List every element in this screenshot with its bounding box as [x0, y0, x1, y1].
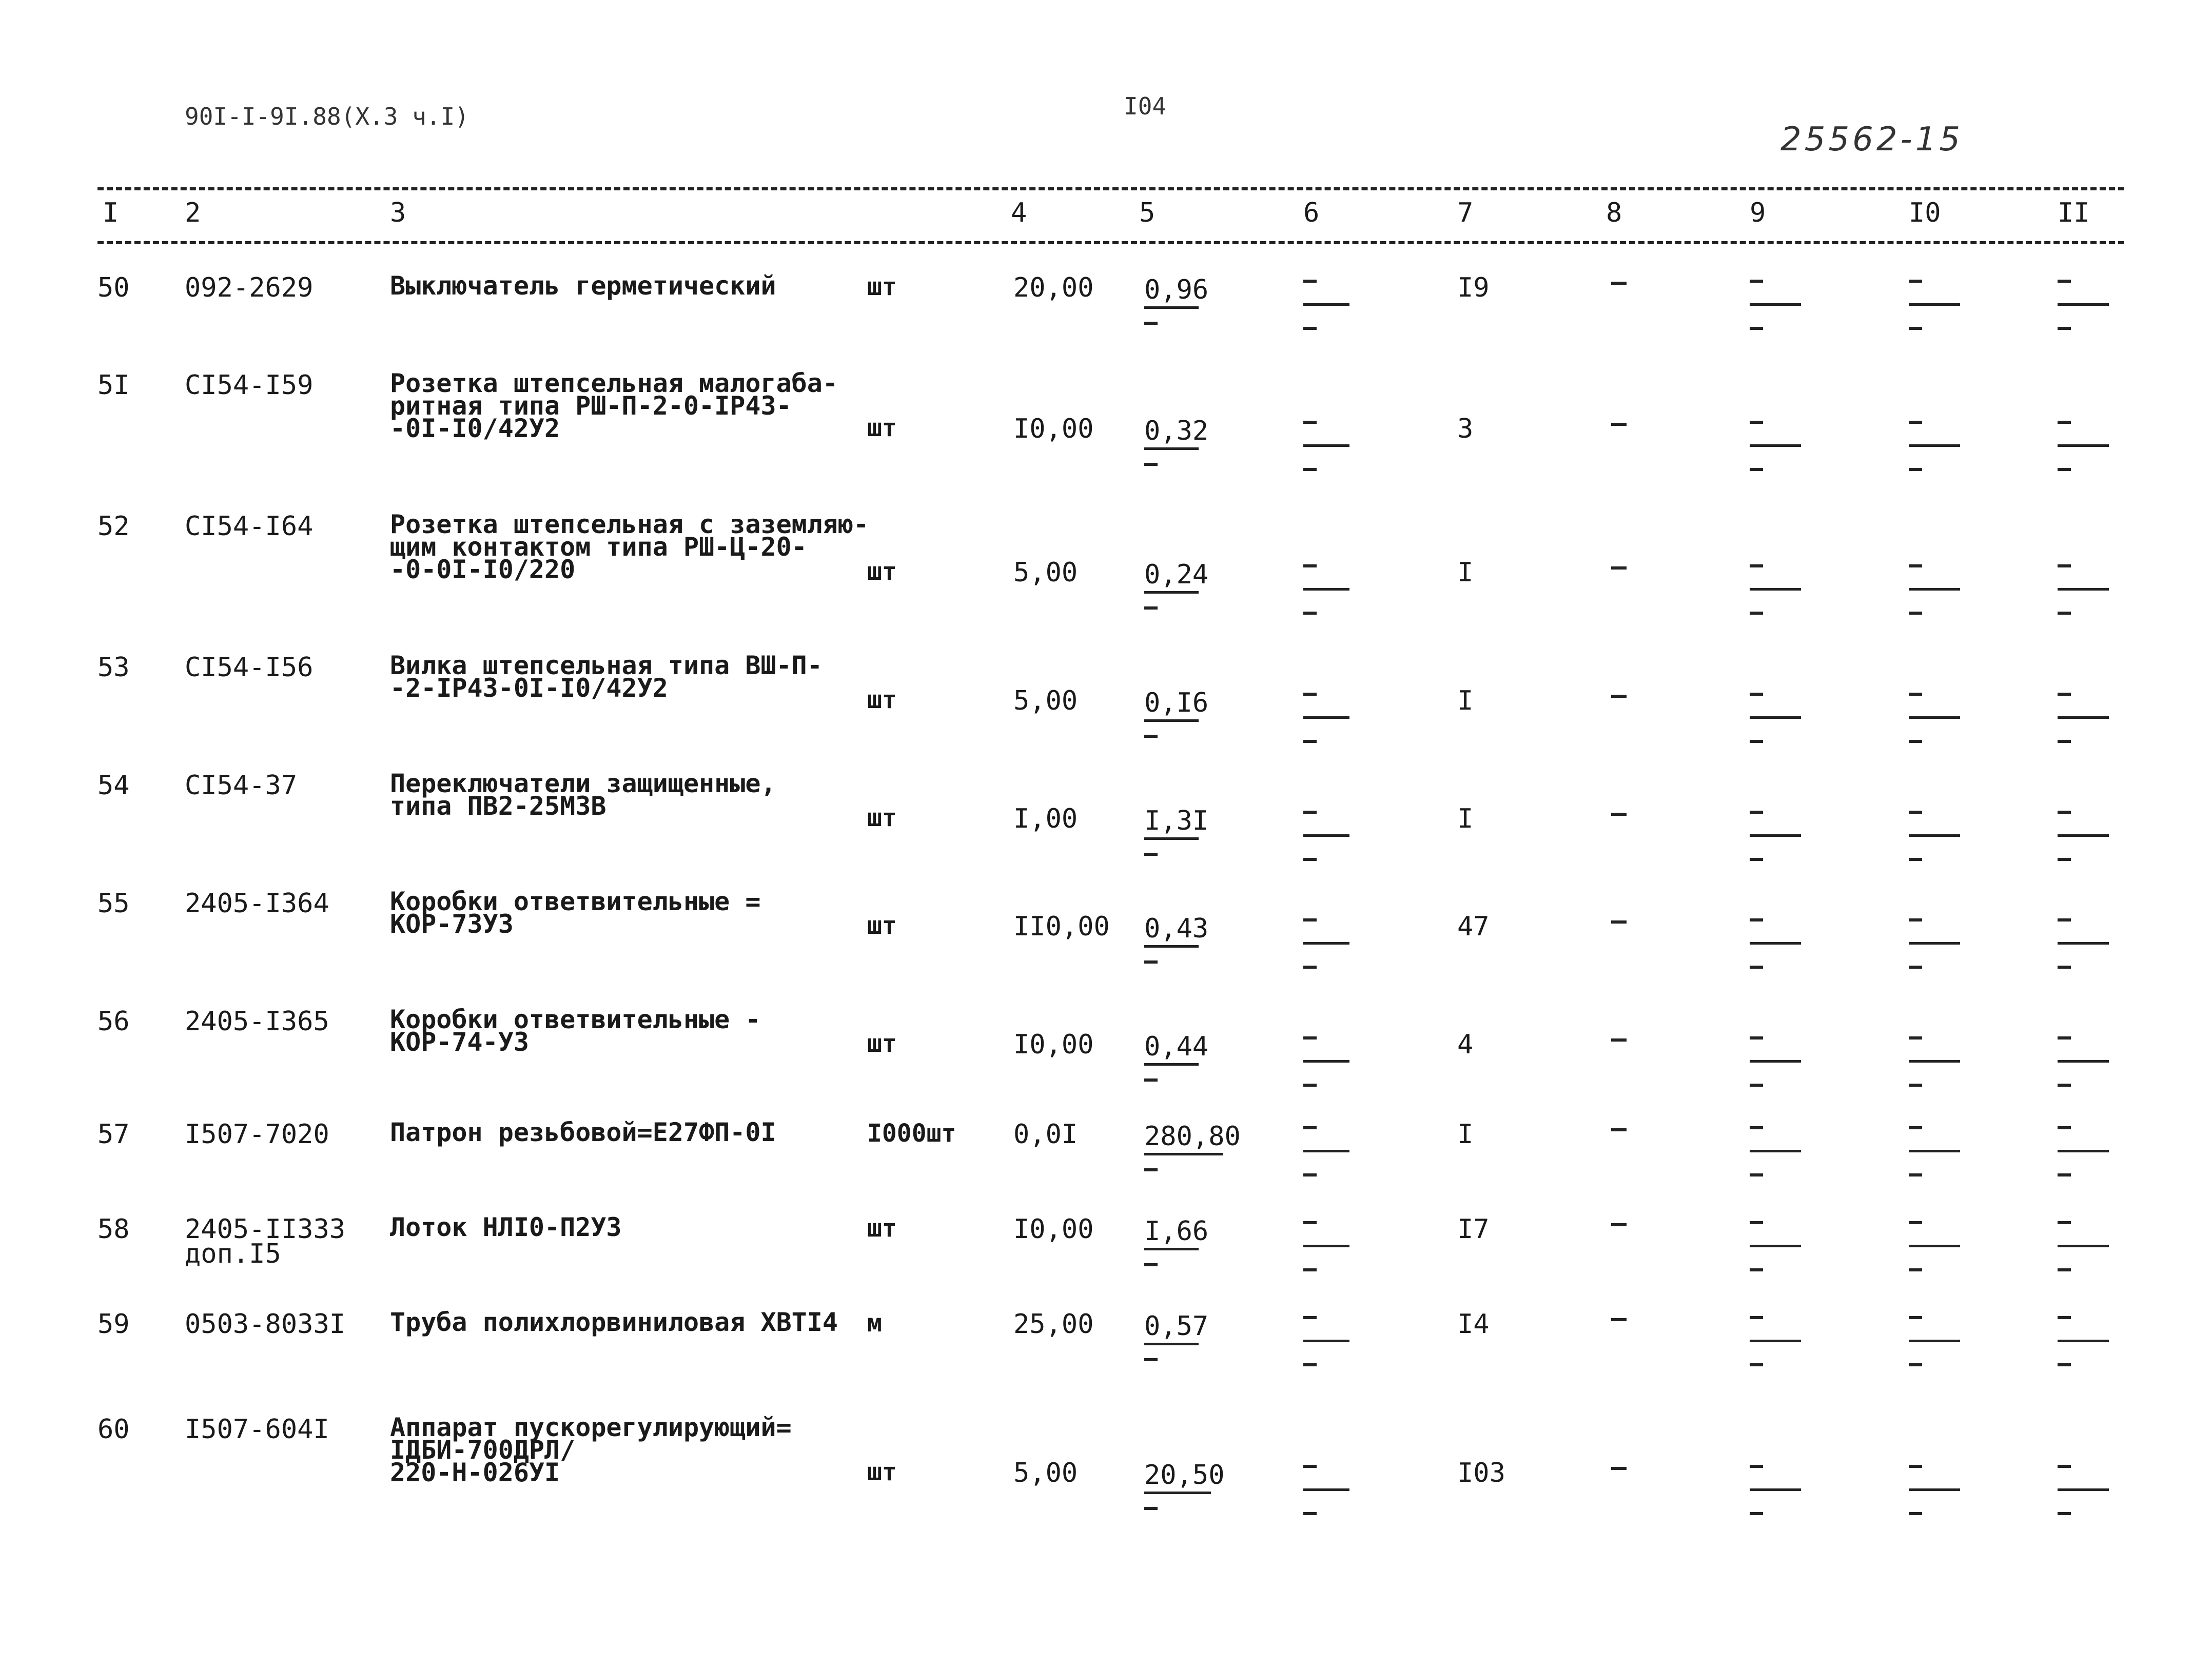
column-header-2: 2	[185, 198, 201, 228]
quantity: I0,00	[1013, 414, 1094, 444]
dash-stroke	[1909, 1173, 1922, 1176]
fraction-dash	[1144, 1263, 1158, 1266]
fraction-bar	[1144, 1492, 1211, 1494]
item-code: 092-2629	[185, 272, 314, 303]
dash-stroke	[1303, 564, 1317, 567]
row-number: 54	[97, 770, 130, 801]
dash-stroke	[1909, 421, 1922, 424]
dash-stroke	[1909, 1036, 1922, 1040]
quantity: 5,00	[1013, 685, 1078, 716]
dash-stroke	[1303, 1316, 1317, 1319]
item-code: CI54-37	[185, 770, 298, 801]
fraction-bar	[1144, 1153, 1223, 1155]
dash-stroke	[1303, 444, 1349, 447]
dash-stroke	[1909, 612, 1922, 615]
dash-stroke	[2058, 811, 2071, 814]
unit-price-value: 0,32	[1144, 416, 1209, 446]
column-7-value: I	[1457, 557, 1474, 588]
unit: шт	[867, 685, 897, 714]
column-7-value: 3	[1457, 414, 1474, 444]
dash-stroke	[1303, 1512, 1317, 1515]
dash-stroke	[2058, 421, 2071, 424]
dash-stroke	[1303, 1268, 1317, 1271]
unit-price-value: 0,44	[1144, 1031, 1209, 1062]
dash-stroke	[1909, 1221, 1922, 1224]
dash-stroke	[1303, 834, 1349, 837]
dash-stroke	[1750, 1150, 1801, 1152]
column-header-6: 6	[1303, 198, 1320, 228]
item-code: CI54-I64	[185, 511, 314, 542]
empty-dash	[1611, 1223, 1627, 1226]
page-number: I04	[1124, 92, 1167, 120]
dash-stroke	[2058, 966, 2071, 969]
fraction-bar	[1144, 1063, 1199, 1066]
dash-stroke	[1909, 1060, 1960, 1063]
dash-stroke	[1303, 693, 1317, 696]
dash-stroke	[2058, 588, 2109, 591]
item-name-line: типа ПВ2-25М3В	[390, 791, 606, 821]
dash-stroke	[2058, 1316, 2071, 1319]
quantity: II0,00	[1013, 911, 1110, 942]
quantity: 25,00	[1013, 1309, 1094, 1340]
dash-stroke	[1750, 588, 1801, 591]
unit-price-value: 0,24	[1144, 559, 1209, 590]
dash-stroke	[1750, 280, 1763, 283]
item-name-line: -0-0I-I0/220	[390, 555, 576, 584]
dash-stroke	[1750, 327, 1763, 330]
dash-stroke	[1750, 1268, 1763, 1271]
row-number: 58	[97, 1214, 130, 1245]
dash-stroke	[1303, 858, 1317, 861]
dash-stroke	[1909, 1268, 1922, 1271]
dash-stroke	[2058, 858, 2071, 861]
dash-stroke	[1909, 444, 1960, 447]
empty-dash	[1611, 1318, 1627, 1321]
dash-stroke	[1909, 1363, 1922, 1366]
dash-stroke	[1303, 1245, 1349, 1247]
column-header-9: 9	[1750, 198, 1766, 228]
dash-stroke	[1750, 1060, 1801, 1063]
empty-dash	[1611, 1038, 1627, 1042]
unit-price-value: I,66	[1144, 1216, 1209, 1247]
fraction-dash	[1144, 735, 1158, 738]
item-name-line: Коробки ответвительные =	[390, 887, 761, 916]
dash-stroke	[1750, 693, 1763, 696]
dash-stroke	[1303, 1488, 1349, 1491]
column-7-value: I	[1457, 1119, 1474, 1150]
dash-stroke	[2058, 716, 2109, 719]
dash-stroke	[1909, 1245, 1960, 1247]
dash-stroke	[1909, 1126, 1922, 1129]
dash-stroke	[2058, 612, 2071, 615]
dash-stroke	[1750, 918, 1763, 921]
unit: м	[867, 1309, 882, 1338]
item-name-line: Труба полихлорвиниловая ХВТI4	[390, 1307, 838, 1337]
unit: шт	[867, 557, 897, 586]
dash-stroke	[1909, 918, 1922, 921]
dash-stroke	[1909, 1340, 1960, 1342]
dash-stroke	[1909, 327, 1922, 330]
dash-stroke	[2058, 1150, 2109, 1152]
dash-stroke	[1303, 1173, 1317, 1176]
empty-dash	[1611, 920, 1627, 924]
dash-stroke	[1303, 1221, 1317, 1224]
item-code: 2405-I364	[185, 888, 329, 919]
unit-price-value: 20,50	[1144, 1460, 1225, 1491]
dash-stroke	[2058, 942, 2109, 945]
dash-stroke	[2058, 1340, 2109, 1342]
item-code: I507-604I	[185, 1414, 329, 1445]
dash-stroke	[1303, 612, 1317, 615]
dash-stroke	[1750, 1036, 1763, 1040]
dash-stroke	[1909, 740, 1922, 743]
dash-stroke	[1750, 966, 1763, 969]
column-7-value: I	[1457, 803, 1474, 834]
item-name-line: КОР-74-У3	[390, 1027, 529, 1057]
dash-stroke	[1303, 1126, 1317, 1129]
dash-stroke	[1303, 421, 1317, 424]
unit-price-value: 0,I6	[1144, 688, 1209, 718]
item-name-line: Вилка штепсельная типа ВШ-П-	[390, 651, 823, 680]
registration-number: 25562-15	[1780, 121, 1964, 159]
item-code: I507-7020	[185, 1119, 329, 1150]
fraction-dash	[1144, 1507, 1158, 1510]
dash-stroke	[1909, 1465, 1922, 1468]
row-number: 52	[97, 511, 130, 542]
dash-stroke	[1909, 468, 1922, 471]
quantity: I,00	[1013, 803, 1078, 834]
item-name-line: Переключатели защищенные,	[390, 769, 776, 798]
empty-dash	[1611, 423, 1627, 426]
item-name-line: щим контактом типа РШ-Ц-20-	[390, 532, 807, 562]
fraction-bar	[1144, 306, 1199, 309]
dash-stroke	[1909, 858, 1922, 861]
fraction-bar	[1144, 945, 1199, 948]
fraction-bar	[1144, 591, 1199, 594]
unit-price-value: 0,57	[1144, 1311, 1209, 1342]
dash-stroke	[1909, 834, 1960, 837]
row-number: 56	[97, 1006, 130, 1037]
dash-stroke	[1750, 564, 1763, 567]
quantity: 0,0I	[1013, 1119, 1078, 1150]
dash-stroke	[2058, 468, 2071, 471]
dash-stroke	[1750, 1512, 1763, 1515]
quantity: 5,00	[1013, 1458, 1078, 1488]
dash-stroke	[1750, 740, 1763, 743]
dash-stroke	[1303, 1340, 1349, 1342]
dash-stroke	[1750, 1084, 1763, 1087]
column-7-value: I	[1457, 685, 1474, 716]
column-header-11: II	[2058, 198, 2090, 228]
dash-stroke	[2058, 1268, 2071, 1271]
dash-stroke	[1909, 1084, 1922, 1087]
fraction-dash	[1144, 853, 1158, 856]
unit: шт	[867, 414, 897, 442]
unit-price-value: 280,80	[1144, 1121, 1241, 1152]
row-number: 59	[97, 1309, 130, 1340]
dash-stroke	[1303, 468, 1317, 471]
dash-stroke	[1909, 693, 1922, 696]
dash-stroke	[2058, 1173, 2071, 1176]
dash-stroke	[1750, 1173, 1763, 1176]
dash-stroke	[2058, 280, 2071, 283]
dash-stroke	[1750, 1316, 1763, 1319]
dash-stroke	[2058, 564, 2071, 567]
dash-stroke	[2058, 327, 2071, 330]
row-number: 57	[97, 1119, 130, 1150]
dash-stroke	[2058, 693, 2071, 696]
dash-stroke	[1303, 303, 1349, 306]
item-name-line: Выключатель герметический	[390, 271, 776, 301]
column-7-value: I4	[1457, 1309, 1490, 1340]
fraction-dash	[1144, 463, 1158, 466]
dash-stroke	[2058, 1465, 2071, 1468]
quantity: 20,00	[1013, 272, 1094, 303]
empty-dash	[1611, 1128, 1627, 1131]
dash-stroke	[2058, 1221, 2071, 1224]
fraction-bar	[1144, 447, 1199, 450]
fraction-bar	[1144, 719, 1199, 722]
column-header-1: I	[103, 198, 119, 228]
item-name-line: КОР-73У3	[390, 909, 514, 939]
fraction-bar	[1144, 837, 1199, 840]
dash-stroke	[1750, 716, 1801, 719]
dash-stroke	[1909, 1512, 1922, 1515]
quantity: I0,00	[1013, 1214, 1094, 1245]
column-header-4: 4	[1011, 198, 1027, 228]
dash-stroke	[1303, 1363, 1317, 1366]
row-number: 55	[97, 888, 130, 919]
unit: шт	[867, 1214, 897, 1243]
dash-stroke	[2058, 1126, 2071, 1129]
dash-stroke	[1750, 834, 1801, 837]
item-name-line: Патрон резьбовой=Е27ФП-0I	[390, 1117, 776, 1147]
item-name-line: Лоток НЛI0-П2У3	[390, 1212, 622, 1242]
dash-stroke	[1909, 1150, 1960, 1152]
item-name-line: -2-IР43-0I-I0/42У2	[390, 673, 668, 703]
dash-stroke	[1750, 1363, 1763, 1366]
dash-stroke	[2058, 1036, 2071, 1040]
document-code: 90I-I-9I.88(X.3 ч.I)	[185, 103, 469, 130]
item-code: CI54-I56	[185, 652, 314, 683]
table-top-rule	[97, 187, 2124, 190]
column-7-value: 47	[1457, 911, 1490, 942]
dash-stroke	[1909, 1488, 1960, 1491]
item-name-line: Аппарат пускорегулирующий=	[390, 1413, 792, 1442]
unit: шт	[867, 911, 897, 940]
dash-stroke	[1303, 716, 1349, 719]
item-code: CI54-I59	[185, 370, 314, 401]
column-7-value: I03	[1457, 1458, 1505, 1488]
item-code: 2405-I365	[185, 1006, 329, 1037]
empty-dash	[1611, 1467, 1627, 1470]
dash-stroke	[2058, 1245, 2109, 1247]
dash-stroke	[1909, 280, 1922, 283]
item-code-supplement: доп.I5	[185, 1239, 281, 1269]
quantity: I0,00	[1013, 1029, 1094, 1060]
item-name-line: ритная типа РШ-П-2-0-IР43-	[390, 391, 792, 421]
item-name-line: 220-Н-026УI	[390, 1458, 560, 1487]
unit-price-value: I,3I	[1144, 806, 1209, 836]
dash-stroke	[1909, 1316, 1922, 1319]
dash-stroke	[1750, 942, 1801, 945]
dash-stroke	[2058, 1512, 2071, 1515]
dash-stroke	[2058, 1060, 2109, 1063]
dash-stroke	[1750, 468, 1763, 471]
empty-dash	[1611, 566, 1627, 570]
column-header-7: 7	[1457, 198, 1474, 228]
column-header-3: 3	[390, 198, 406, 228]
item-code: 0503-8033I	[185, 1309, 346, 1340]
fraction-dash	[1144, 1078, 1158, 1082]
dash-stroke	[2058, 834, 2109, 837]
dash-stroke	[1303, 918, 1317, 921]
dash-stroke	[1303, 1150, 1349, 1152]
item-name-line: IДБИ-700ДРЛ/	[390, 1435, 576, 1465]
dash-stroke	[1909, 811, 1922, 814]
dash-stroke	[1909, 942, 1960, 945]
dash-stroke	[1303, 1465, 1317, 1468]
empty-dash	[1611, 282, 1627, 285]
dash-stroke	[1750, 1245, 1801, 1247]
dash-stroke	[1750, 303, 1801, 306]
dash-stroke	[1750, 1465, 1763, 1468]
dash-stroke	[2058, 1363, 2071, 1366]
column-header-8: 8	[1606, 198, 1622, 228]
column-header-5: 5	[1139, 198, 1156, 228]
dash-stroke	[1750, 858, 1763, 861]
dash-stroke	[2058, 303, 2109, 306]
unit: шт	[867, 1458, 897, 1486]
item-name-line: Коробки ответвительные -	[390, 1005, 761, 1034]
dash-stroke	[1750, 811, 1763, 814]
table-header-rule	[97, 241, 2124, 244]
fraction-dash	[1144, 1168, 1158, 1171]
dash-stroke	[2058, 444, 2109, 447]
dash-stroke	[1303, 966, 1317, 969]
dash-stroke	[2058, 1488, 2109, 1491]
row-number: 50	[97, 272, 130, 303]
row-number: 60	[97, 1414, 130, 1445]
fraction-bar	[1144, 1248, 1199, 1250]
dash-stroke	[1750, 1340, 1801, 1342]
unit: шт	[867, 1029, 897, 1058]
fraction-dash	[1144, 322, 1158, 325]
item-name-line: -0I-I0/42У2	[390, 414, 560, 443]
dash-stroke	[2058, 918, 2071, 921]
dash-stroke	[1303, 1036, 1317, 1040]
item-name-line: Розетка штепсельная с заземляю-	[390, 509, 869, 539]
dash-stroke	[1303, 1060, 1349, 1063]
row-number: 5I	[97, 370, 130, 401]
quantity: 5,00	[1013, 557, 1078, 588]
unit-price-value: 0,96	[1144, 274, 1209, 305]
dash-stroke	[1750, 444, 1801, 447]
fraction-dash	[1144, 606, 1158, 610]
row-number: 53	[97, 652, 130, 683]
fraction-dash	[1144, 1358, 1158, 1361]
fraction-bar	[1144, 1343, 1199, 1345]
dash-stroke	[1303, 280, 1317, 283]
dash-stroke	[1909, 564, 1922, 567]
dash-stroke	[2058, 740, 2071, 743]
item-code: 2405-II333	[185, 1214, 346, 1245]
dash-stroke	[1303, 327, 1317, 330]
dash-stroke	[1909, 588, 1960, 591]
column-7-value: 4	[1457, 1029, 1474, 1060]
dash-stroke	[1750, 1488, 1801, 1491]
unit: шт	[867, 272, 897, 301]
dash-stroke	[1303, 740, 1317, 743]
dash-stroke	[1909, 303, 1960, 306]
dash-stroke	[1750, 1126, 1763, 1129]
dash-stroke	[1303, 1084, 1317, 1087]
dash-stroke	[1303, 811, 1317, 814]
empty-dash	[1611, 695, 1627, 698]
dash-stroke	[2058, 1084, 2071, 1087]
dash-stroke	[1750, 612, 1763, 615]
dash-stroke	[1750, 1221, 1763, 1224]
empty-dash	[1611, 813, 1627, 816]
dash-stroke	[1303, 942, 1349, 945]
unit-price-value: 0,43	[1144, 913, 1209, 944]
unit: шт	[867, 803, 897, 832]
dash-stroke	[1303, 588, 1349, 591]
fraction-dash	[1144, 960, 1158, 964]
dash-stroke	[1909, 966, 1922, 969]
column-7-value: I9	[1457, 272, 1490, 303]
column-7-value: I7	[1457, 1214, 1490, 1245]
unit: I000шт	[867, 1119, 956, 1148]
column-header-10: I0	[1909, 198, 1941, 228]
dash-stroke	[1750, 421, 1763, 424]
dash-stroke	[1909, 716, 1960, 719]
item-name-line: Розетка штепсельная малогаба-	[390, 368, 838, 398]
